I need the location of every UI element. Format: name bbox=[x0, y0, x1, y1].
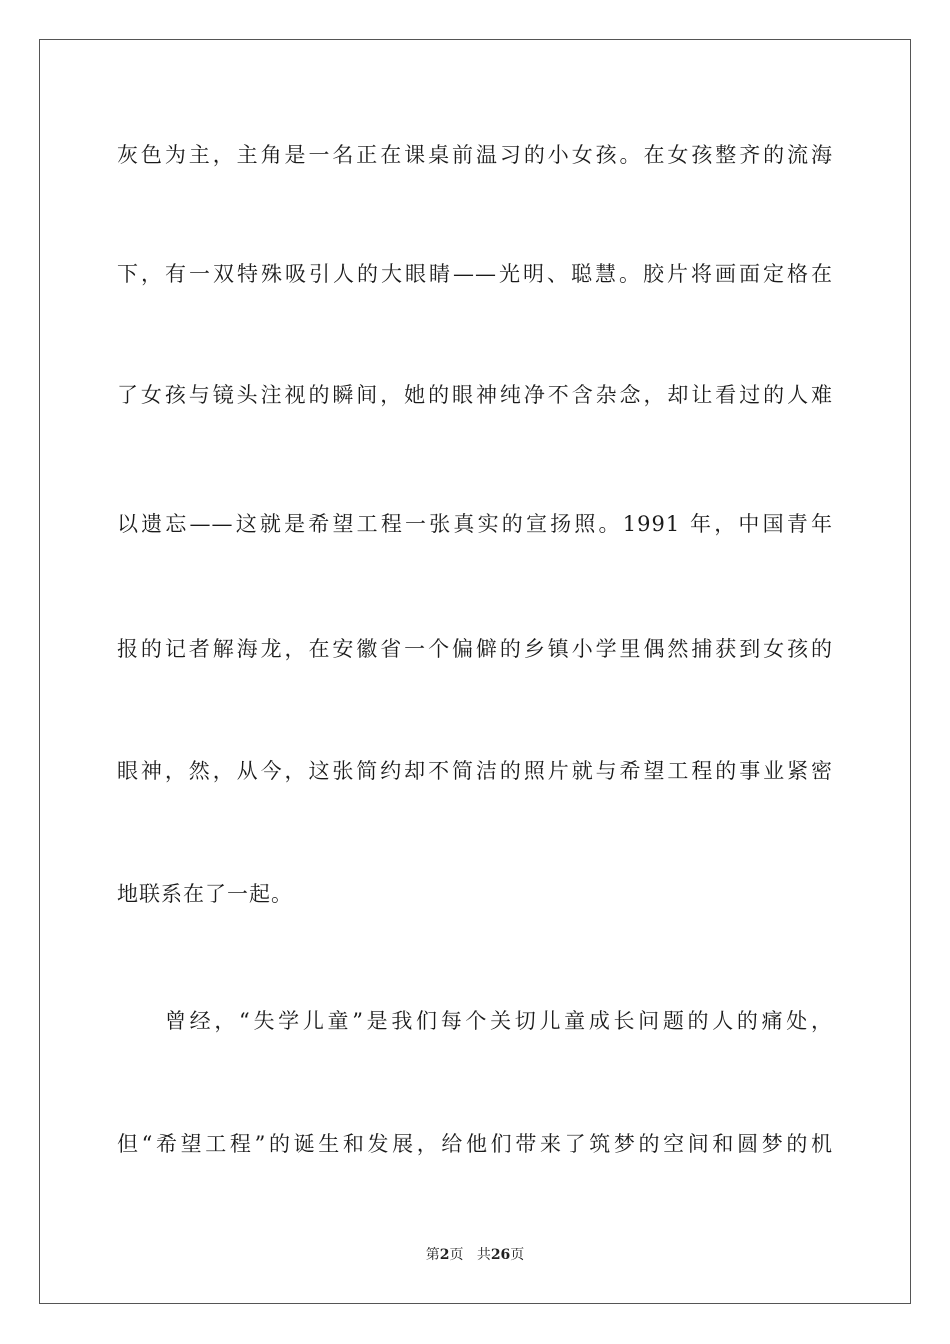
paragraph-line-9: 但“希望工程”的诞生和发展，给他们带来了筑梦的空间和圆梦的机 bbox=[117, 1132, 833, 1156]
paragraph-line-6: 眼神，然，从今，这张简约却不简洁的照片就与希望工程的事业紧密 bbox=[117, 759, 833, 783]
page-prefix: 第 bbox=[425, 1247, 440, 1263]
page-suffix: 页 bbox=[449, 1247, 464, 1263]
page-footer bbox=[0, 1246, 950, 1264]
paragraph-line-5: 报的记者解海龙，在安徽省一个偏僻的乡镇小学里偶然捕获到女孩的 bbox=[117, 637, 833, 661]
page-number: 2 bbox=[439, 1247, 450, 1263]
paragraph-line-1: 灰色为主，主角是一名正在课桌前温习的小女孩。在女孩整齐的流海 bbox=[117, 143, 833, 167]
paragraph-line-3: 了女孩与镜头注视的瞬间，她的眼神纯净不含杂念，却让看过的人难 bbox=[117, 383, 833, 407]
paragraph-line-7: 地联系在了一起。 bbox=[117, 882, 293, 906]
paragraph-line-4: 以遗忘——这就是希望工程一张真实的宣扬照。1991 年，中国青年 bbox=[117, 512, 833, 536]
paragraph-line-2: 下，有一双特殊吸引人的大眼睛——光明、聪慧。胶片将画面定格在 bbox=[117, 262, 833, 286]
total-suffix: 页 bbox=[510, 1247, 525, 1263]
total-pages: 26 bbox=[490, 1247, 511, 1263]
total-prefix: 共 bbox=[476, 1247, 491, 1263]
page-border bbox=[39, 39, 911, 1304]
paragraph-line-8: 曾经，“失学儿童”是我们每个关切儿童成长问题的人的痛处， bbox=[165, 1009, 833, 1033]
